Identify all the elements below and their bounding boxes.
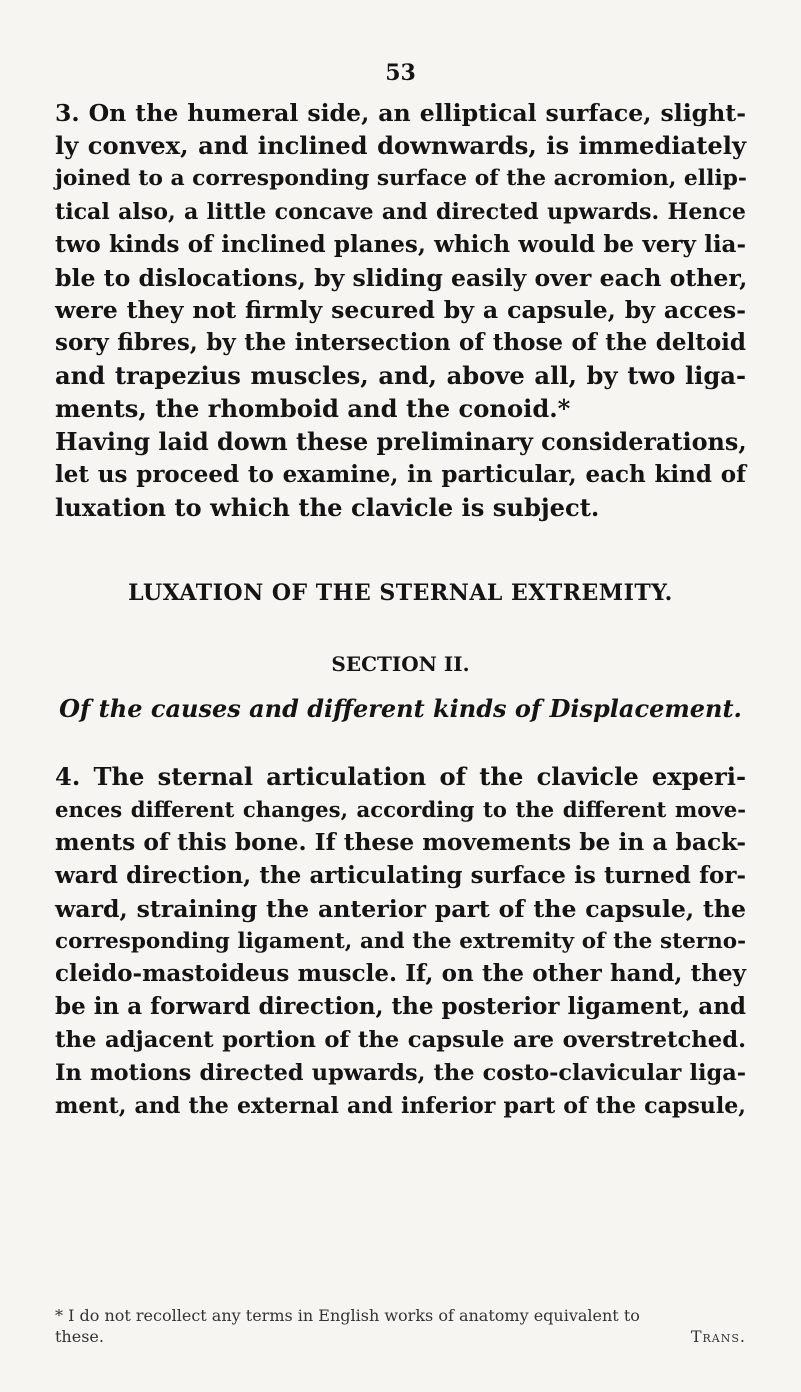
paragraph-line: 4. The sternal articulation of the clavicle experi- bbox=[55, 762, 746, 791]
footnote bbox=[55, 1305, 746, 1347]
paragraph-line: be in a forward direction, the posterior ligament, and bbox=[55, 993, 746, 1021]
paragraph-line: ly convex, and inclined downwards, is immediately bbox=[55, 130, 746, 160]
paragraph-line: two kinds of inclined planes, which would be very lia- bbox=[55, 230, 746, 258]
paragraph-line: tical also, a little concave and directed upwards. Hence bbox=[55, 198, 746, 225]
paragraph-line: joined to a corresponding surface of the acromion, ellip- bbox=[55, 165, 747, 191]
paragraph-line: luxation to which the clavicle is subject. bbox=[55, 492, 600, 522]
footnote-end: these. bbox=[55, 1327, 104, 1346]
paragraph-line: ment, and the external and inferior part of the capsule, bbox=[55, 1093, 746, 1120]
paragraph-4 bbox=[55, 761, 746, 1123]
paragraph-line: sory fibres, by the intersection of those of the deltoid bbox=[55, 329, 746, 357]
page-number: 53 bbox=[385, 60, 416, 86]
paragraph-line: ble to dislocations, by sliding easily over each other, bbox=[55, 263, 748, 292]
paragraph-line: ments of this bone. If these movements be in a back- bbox=[55, 828, 746, 856]
paragraph-line: the adjacent portion of the capsule are overstretched. bbox=[55, 1027, 746, 1054]
paragraph-line: corresponding ligament, and the extremity of the sterno- bbox=[55, 928, 746, 954]
section-subtitle: Of the causes and different kinds of Displacement. bbox=[59, 694, 742, 723]
translator-signature: Trans. bbox=[690, 1327, 746, 1346]
paragraph-line: let us proceed to examine, in particular, each kind of bbox=[55, 460, 746, 488]
paragraph-line: ments, the rhomboid and the conoid.* bbox=[55, 394, 571, 424]
section-heading: SECTION II. bbox=[331, 652, 470, 676]
paragraph-line: Having laid down these preliminary considerations, bbox=[55, 428, 747, 457]
paragraph-line: were they not firmly secured by a capsule, by acces- bbox=[55, 296, 746, 325]
chapter-heading: LUXATION OF THE STERNAL EXTREMITY. bbox=[128, 580, 673, 606]
paragraph-line: ences different changes, according to the different move- bbox=[55, 796, 746, 822]
paragraph-line: In motions directed upwards, the costo-clavicular liga- bbox=[55, 1060, 746, 1087]
paragraph-line: ward, straining the anterior part of the capsule, the bbox=[55, 894, 746, 923]
paragraph-line: and trapezius muscles, and, above all, by two liga- bbox=[55, 361, 746, 391]
paragraph-line: ward direction, the articulating surface is turned for- bbox=[55, 861, 746, 889]
paragraph-line: 3. On the humeral side, an elliptical surface, slight- bbox=[55, 99, 746, 127]
paragraph-3 bbox=[55, 97, 746, 525]
footnote-line bbox=[55, 1326, 746, 1347]
paragraph-line: cleido-mastoideus muscle. If, on the other hand, they bbox=[55, 960, 746, 988]
footnote-line: * I do not recollect any terms in English works of anatomy equivalent to bbox=[55, 1306, 640, 1325]
